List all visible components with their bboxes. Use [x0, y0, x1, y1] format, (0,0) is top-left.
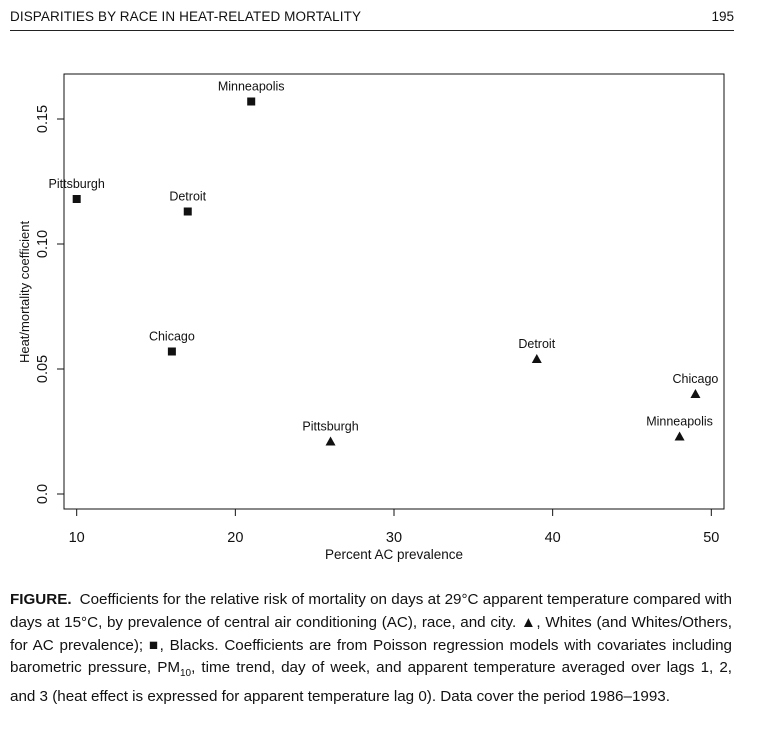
- caption-label: FIGURE.: [10, 591, 72, 608]
- data-points: [49, 80, 719, 446]
- x-tick-label: 50: [703, 530, 720, 546]
- square-marker: [168, 348, 176, 356]
- point-label: Minneapolis: [217, 79, 285, 94]
- point-label: Pittsburgh: [48, 177, 105, 191]
- triangle-marker: [532, 354, 542, 363]
- square-marker: [73, 195, 81, 203]
- triangle-marker: [675, 432, 685, 441]
- point-label: Chicago: [672, 372, 719, 386]
- y-tick-label: 0.05: [35, 354, 51, 384]
- x-axis-label: Percent AC prevalence: [324, 547, 464, 562]
- figure-caption: [10, 589, 732, 709]
- square-marker: [184, 208, 192, 216]
- triangle-marker: [690, 389, 700, 398]
- x-tick-label: 40: [544, 530, 561, 546]
- x-tick-label: 10: [68, 530, 85, 546]
- page-number: 195: [711, 9, 734, 24]
- caption-text-1: Coefficients for the relative risk of mortality on days at 29°C apparent temperature compared with days at 15°C, by prevalence of central air conditioning (AC), race, and city.: [10, 591, 732, 631]
- y-tick-label: 0.15: [35, 104, 51, 134]
- caption-text-whites: , Whites (and Whites/Others, for AC prevalence);: [10, 613, 732, 654]
- y-tick-label: 0.10: [35, 229, 51, 259]
- square-legend-glyph: ■: [148, 636, 160, 654]
- y-tick-label: 0.0: [35, 483, 51, 505]
- point-label: Pittsburgh: [302, 419, 359, 434]
- caption-text-2: , Blacks. Coefficients are from Poisson regression models with covariates including barometric pressure, PM: [10, 636, 732, 677]
- point-label: Minneapolis: [646, 414, 713, 429]
- x-tick-label: 20: [227, 530, 244, 546]
- y-axis-label: Heat/mortality coefficient: [17, 220, 32, 364]
- pm-subscript: 10: [180, 668, 192, 680]
- running-title: DISPARITIES BY RACE IN HEAT-RELATED MORTALITY: [10, 9, 362, 24]
- point-label: Detroit: [169, 189, 207, 204]
- y-axis: [35, 105, 64, 504]
- triangle-legend-glyph: ▲: [520, 613, 537, 631]
- point-label: Chicago: [148, 329, 195, 344]
- triangle-marker: [326, 437, 336, 446]
- x-axis: [69, 509, 720, 546]
- plot-frame: [64, 74, 724, 509]
- point-label: Detroit: [518, 337, 556, 351]
- square-marker: [247, 98, 255, 106]
- x-tick-label: 30: [385, 530, 403, 546]
- caption-text-3: , time trend, day of week, and apparent temperature averaged over lags 1, 2, and 3 (heat effect is expressed for apparent temperature lag 0). Data cover the period 1986–1993.: [10, 659, 732, 706]
